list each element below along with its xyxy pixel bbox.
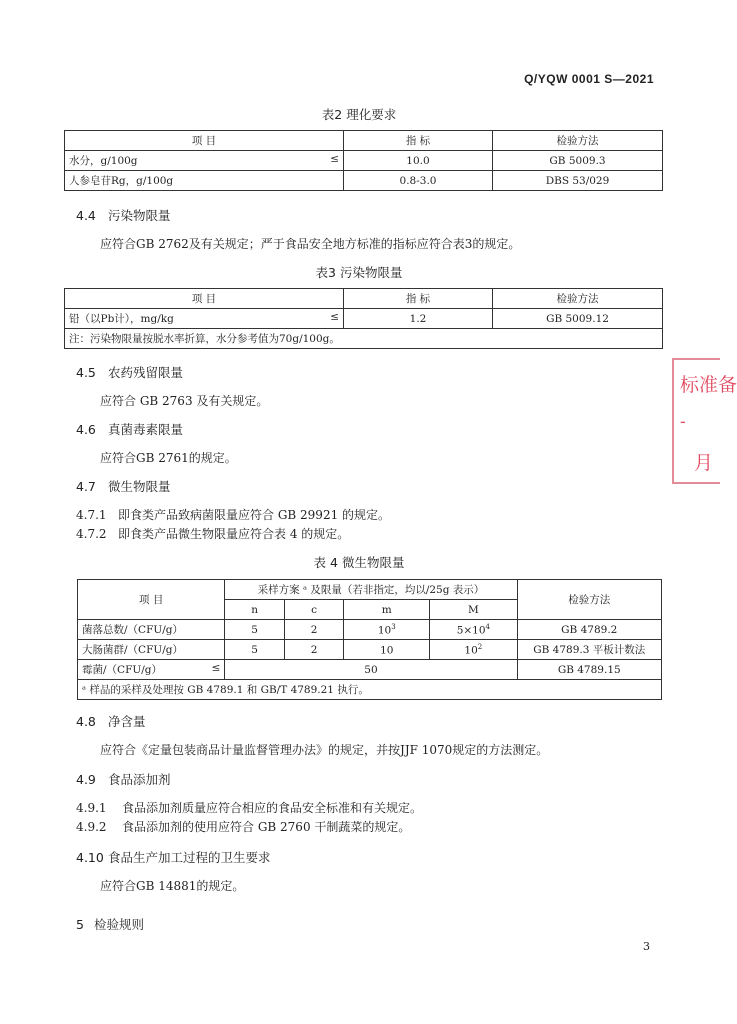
section-4-7-2-text: 4.7.2 即食类产品微生物限量应符合表 4 的规定。 <box>76 527 350 541</box>
table4-row2-m: 10 <box>344 640 430 660</box>
table4-head-m: m <box>344 600 430 620</box>
table-row <box>65 309 663 329</box>
section-4-7-heading: 4.7 微生物限量 <box>76 479 171 494</box>
stamp-text-1: 标准备 <box>680 374 737 396</box>
table-row <box>65 151 663 171</box>
table4-head-n: n <box>225 600 284 620</box>
section-4-9-heading: 4.9 食品添加剂 <box>76 772 171 787</box>
table4-row1-M: $5\times 10^4$ <box>430 620 517 640</box>
table4-row1-item: 菌落总数/（CFU/g） <box>78 620 225 640</box>
table-row: 菌落总数/（CFU/g） 5 2 $10^3$ $5\times 10^4$ GB 4789.2 <box>78 620 662 640</box>
table2-row1-value: 10.0 <box>344 151 493 171</box>
stamp-text-2: - <box>680 412 686 431</box>
section-4-8-text: 应符合《定量包装商品计量监督管理办法》的规定，并按JJF 1070规定的方法测定。 <box>100 743 549 757</box>
table4-row1-m: $10^3$ <box>344 620 430 640</box>
section-4-10-heading: 4.10 食品生产加工过程的卫生要求 <box>76 850 271 865</box>
table-row <box>78 660 662 680</box>
table3-row1-item: 铅（以Pb计），mg/kg <box>69 313 174 325</box>
less-equal-symbol: ≤ <box>330 311 339 323</box>
table2 <box>64 130 663 191</box>
table2-row1-item: 水分，g/100g <box>69 155 138 167</box>
table4-head-plan: 采样方案 ᵃ 及限量（若非指定，均以/25g 表示） <box>225 580 517 600</box>
table4-head-M: M <box>430 600 517 620</box>
section-4-5-text: 应符合 GB 2763 及有关规定。 <box>100 394 269 408</box>
section-4-7-1-text: 4.7.1 即食类产品致病菌限量应符合 GB 29921 的规定。 <box>76 508 391 522</box>
section-4-6-heading: 4.6 真菌毒素限量 <box>76 422 184 437</box>
table2-head-method: 检验方法 <box>493 131 663 151</box>
section-5-heading: 5 检验规则 <box>76 917 145 932</box>
section-4-8-heading: 4.8 净含量 <box>76 714 146 729</box>
table3-caption: 表3 污染物限量 <box>315 265 403 280</box>
table2-row1-method: GB 5009.3 <box>493 151 663 171</box>
table2-row2-method: DBS 53/029 <box>493 171 663 191</box>
less-equal-symbol: ≤ <box>211 662 221 674</box>
table4-head-method: 检验方法 <box>517 580 661 620</box>
table2-caption: 表2 理化要求 <box>321 107 397 122</box>
table4-mold-item: 霉菌/（CFU/g） <box>82 664 162 676</box>
section-4-4-text: 应符合GB 2762及有关规定；严于食品安全地方标准的指标应符合表3的规定。 <box>100 237 521 251</box>
section-4-10-text: 应符合GB 14881的规定。 <box>100 879 245 893</box>
table3-head-indicator: 指 标 <box>344 289 493 309</box>
table3-row1-method: GB 5009.12 <box>493 309 663 329</box>
table4-caption: 表 4 微生物限量 <box>313 555 405 570</box>
table4 <box>77 579 662 700</box>
table4-mold-method: GB 4789.15 <box>517 660 661 680</box>
table4-note: ᵃ 样品的采样及处理按 GB 4789.1 和 GB/T 4789.21 执行。 <box>78 680 662 700</box>
table4-head-c: c <box>284 600 343 620</box>
filing-stamp <box>672 358 737 484</box>
table4-row2-item: 大肠菌群/（CFU/g） <box>78 640 225 660</box>
table3-row1-value: 1.2 <box>344 309 493 329</box>
table4-head-item: 项 目 <box>78 580 225 620</box>
table-row: 大肠菌群/（CFU/g） 5 2 10 $10^2$ GB 4789.3 平板计数法 <box>78 640 662 660</box>
table3-head-method: 检验方法 <box>493 289 663 309</box>
table4-mold-value: 50 <box>225 660 517 680</box>
page-number: 3 <box>643 940 650 953</box>
table4-row2-M: $10^2$ <box>430 640 517 660</box>
table2-head-item: 项 目 <box>65 131 344 151</box>
table3-head-item: 项 目 <box>65 289 344 309</box>
section-4-6-text: 应符合GB 2761的规定。 <box>100 451 237 465</box>
section-4-4-heading: 4.4 污染物限量 <box>76 208 171 223</box>
section-4-9-1-text: 4.9.1 食品添加剂质量应符合相应的食品安全标准和有关规定。 <box>76 801 423 815</box>
section-4-5-heading: 4.5 农药残留限量 <box>76 365 184 380</box>
document-code: Q/YQW 0001 S—2021 <box>524 72 654 86</box>
table2-row2-item: 人参皂苷Rg，g/100g <box>69 175 174 187</box>
less-equal-symbol: ≤ <box>330 153 339 165</box>
stamp-text-3: 月 <box>694 452 714 474</box>
table3-note: 注：污染物限量按脱水率折算，水分参考值为70g/100g。 <box>65 329 663 349</box>
table2-head-indicator: 指 标 <box>344 131 493 151</box>
table-row <box>65 171 663 191</box>
section-4-9-2-text: 4.9.2 食品添加剂的使用应符合 GB 2760 干制蔬菜的规定。 <box>76 820 411 834</box>
table2-row2-value: 0.8-3.0 <box>344 171 493 191</box>
table3 <box>64 288 663 349</box>
